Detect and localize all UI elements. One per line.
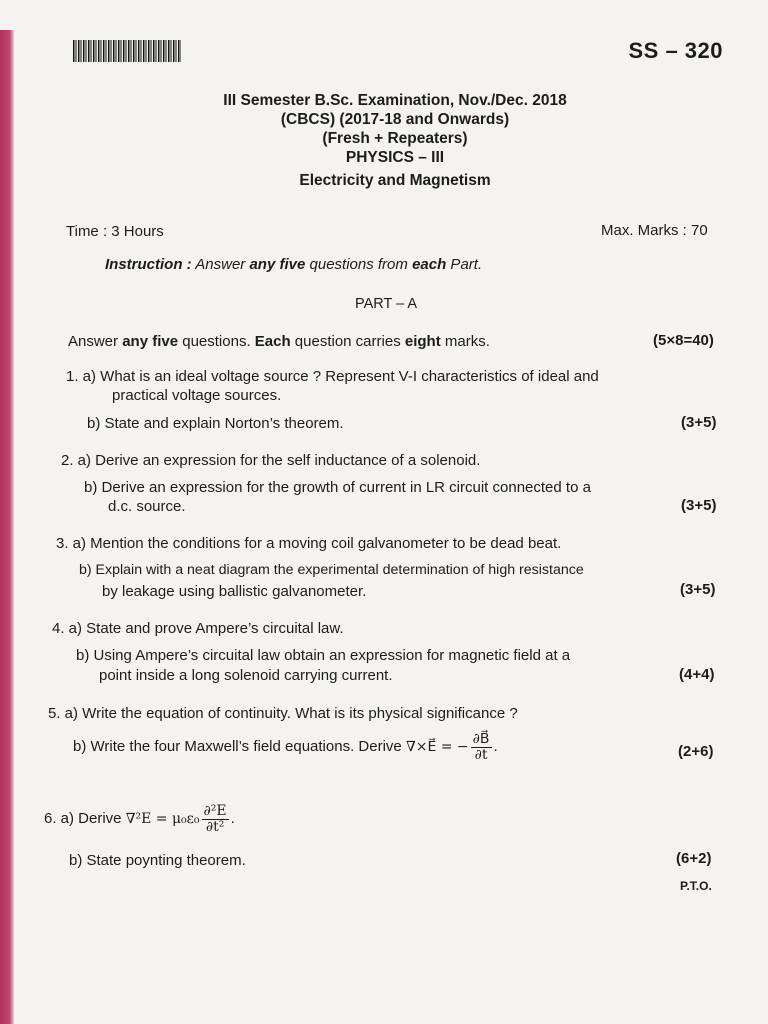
instruction [105,256,482,273]
q6a-text: 6. a) Derive [44,810,122,828]
pi-d: Each [254,333,291,350]
q4b-line1: b) Using Ampere’s circuital law obtain an expression for magnetic field at a [76,647,571,664]
q5b-lhs: ∇×E⃗ = − [405,739,469,756]
subject-line: PHYSICS – III [345,149,445,166]
q3-marks: (3+5) [680,581,716,598]
pi-f: eight [404,333,441,350]
q5a: 5. a) Write the equation of continuity. What is its physical significance ? [48,705,518,722]
pi-b: any five [122,333,179,350]
pi-a: Answer [68,333,123,350]
exam-title: III Semester B.Sc. Examination, Nov./Dec. 2018 [223,92,567,109]
q2b-line2: d.c. source. [108,498,186,515]
instruction-label: Instruction : [105,256,192,273]
instruction-text-e: Part. [446,256,483,273]
q1a-line1: 1. a) What is an ideal voltage source ? Represent V-I characteristics of ideal and [66,368,599,385]
max-marks-label: Max. Marks : 70 [601,222,708,239]
instruction-text-b: any five [249,256,306,273]
candidates-line: (Fresh + Repeaters) [322,130,468,147]
barcode [73,40,181,62]
q6a-denominator: ∂t² [205,818,225,835]
pi-e: question carries [290,333,405,350]
instruction-text-d: each [412,256,447,273]
part-instruction [68,333,490,350]
q3b-line1: b) Explain with a neat diagram the experimental determination of high resistance [79,562,584,578]
q6b: b) State poynting theorem. [69,852,246,869]
part-marks: (5×8=40) [653,332,714,349]
q2b-line1: b) Derive an expression for the growth of current in LR circuit connected to a [84,479,591,496]
q6a: 6. a) Derive ∇²E = μ₀ε₀ $\frac{\text{∂²E}}{\text{∂t²}}$ . [44,803,235,835]
q6a-lhs: ∇²E = μ₀ε₀ [125,811,200,828]
q5b-text: b) Write the four Maxwell’s field equations. Derive [73,738,402,756]
q1-marks: (3+5) [681,414,717,431]
q2-marks: (3+5) [681,497,717,514]
q5b-denominator: ∂t [474,746,488,763]
q3b-line2: by leakage using ballistic galvanometer. [102,583,367,600]
q1a-line2: practical voltage sources. [112,387,282,404]
paper-title: Electricity and Magnetism [299,172,491,189]
q5b-numerator: ∂B⃗ [472,731,490,747]
q5-marks: (2+6) [678,743,714,760]
q5b: b) Write the four Maxwell’s field equations. Derive ∇×E⃗ = − $\frac{\partial B⃗}{\partial t}$ . [73,731,498,763]
q6-marks: (6+2) [676,850,712,867]
q6a-numerator: ∂²E [203,803,227,819]
q4a: 4. a) State and prove Ampere’s circuital law. [52,620,344,637]
q6a-fraction [202,804,229,834]
q2a: 2. a) Derive an expression for the self inductance of a solenoid. [61,452,481,469]
pi-g: marks. [440,333,490,350]
instruction-text-a: Answer [191,256,250,273]
paper-code: SS – 320 [628,38,723,63]
part-heading: PART – A [355,296,418,312]
q1b: b) State and explain Norton’s theorem. [87,415,344,432]
time-label: Time : 3 Hours [66,223,164,240]
q5b-fraction [471,732,492,762]
instruction-text-c: questions from [305,256,413,273]
scheme-line: (CBCS) (2017-18 and Onwards) [280,111,510,128]
pto-label: P.T.O. [680,879,712,893]
q4-marks: (4+4) [679,666,715,683]
q3a: 3. a) Mention the conditions for a moving coil galvanometer to be dead beat. [56,535,562,552]
pi-c: questions. [178,333,255,350]
q4b-line2: point inside a long solenoid carrying current. [99,667,393,684]
